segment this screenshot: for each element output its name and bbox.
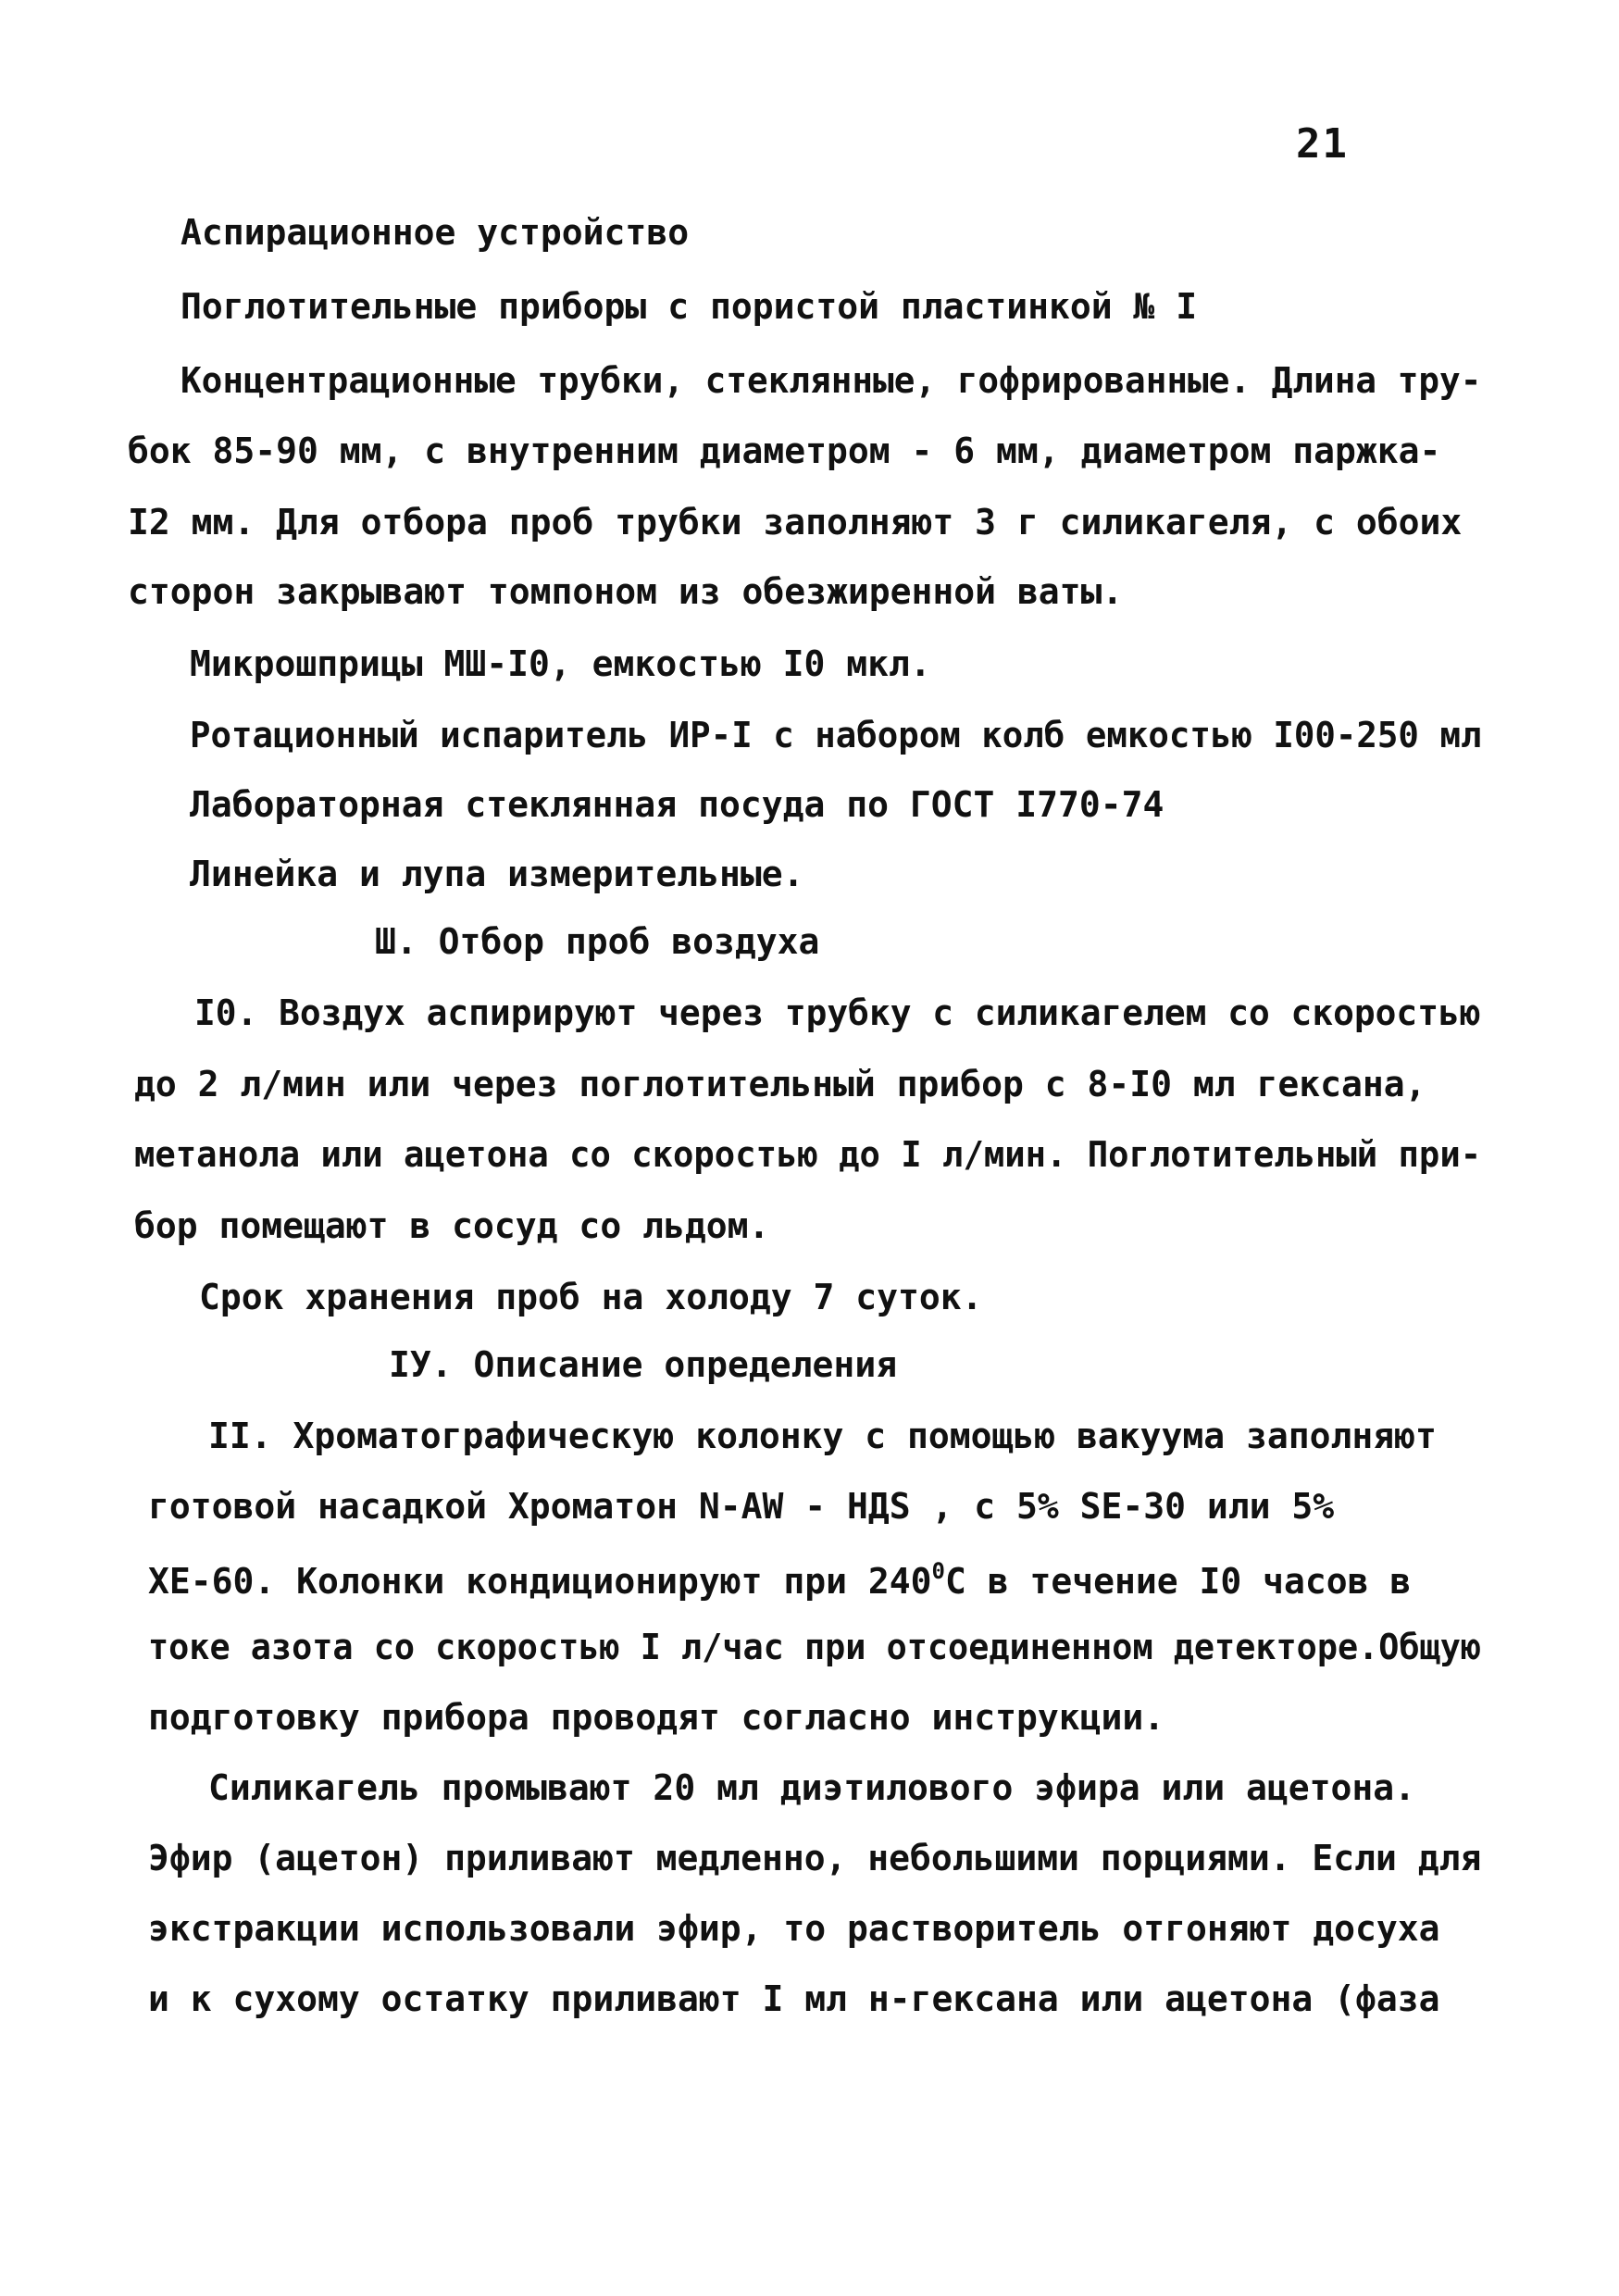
paragraph-10-line-4: бор помещают в сосуд со льдом. xyxy=(134,1205,770,1246)
equipment-syringes: Микрошприцы МШ-I0, емкостью I0 мкл. xyxy=(190,643,931,684)
equipment-tubes-line-4: сторон закрывают томпоном из обезжиренной ваты. xyxy=(128,571,1124,612)
paragraph-10-line-3: метанола или ацетона со скоростью до I л/мин. Поглотительный при- xyxy=(134,1134,1482,1175)
paragraph-10-line-2: до 2 л/мин или через поглотительный прибор с 8-I0 мл гексана, xyxy=(134,1064,1426,1104)
equipment-ruler: Линейка и лупа измерительные. xyxy=(190,854,804,894)
paragraph-12-line-4: и к сухому остатку приливают I мл н-гексана или ацетона (фаза xyxy=(148,1978,1440,2019)
paragraph-12-line-3: экстракции использовали эфир, то растворитель отгоняют досуха xyxy=(148,1908,1440,1949)
paragraph-11-line-3 xyxy=(148,1558,1412,1602)
equipment-evaporator: Ротационный испаритель ИР-I с набором колб емкостью I00-250 мл xyxy=(190,715,1482,755)
paragraph-11-line-4: токе азота со скоростью I л/час при отсоединенном детекторе.Общую xyxy=(148,1627,1482,1667)
storage-note: Срок хранения проб на холоду 7 суток. xyxy=(199,1277,983,1317)
paragraph-11-line-1: II. Хроматографическую колонку с помощью вакуума заполняют xyxy=(208,1416,1437,1456)
paragraph-11-line-3-text-b: С в течение I0 часов в xyxy=(944,1561,1412,1602)
paragraph-12-line-2: Эфир (ацетон) приливают медленно, небольшими порциями. Если для xyxy=(148,1838,1482,1878)
equipment-glassware: Лабораторная стеклянная посуда по ГОСТ I770-74 xyxy=(190,784,1164,825)
degree-superscript: 0 xyxy=(931,1558,945,1584)
paragraph-11-line-3-text-a: ХЕ-60. Колонки кондиционируют при 240 xyxy=(148,1561,932,1602)
paragraph-12-line-1: Силикагель промывают 20 мл диэтилового эфира или ацетона. xyxy=(208,1767,1416,1808)
section-4-heading: IУ. Описание определения xyxy=(389,1344,898,1385)
page-number: 21 xyxy=(1296,120,1349,168)
equipment-tubes-line-1: Концентрационные трубки, стеклянные, гофрированные. Длина тру- xyxy=(181,360,1482,401)
equipment-tubes-line-2: бок 85-90 мм, с внутренним диаметром - 6 мм, диаметром паржка- xyxy=(128,430,1441,471)
section-3-heading: Ш. Отбор проб воздуха xyxy=(375,921,820,962)
equipment-tubes-line-3: I2 мм. Для отбора проб трубки заполняют 3 г силикагеля, с обоих xyxy=(128,502,1463,543)
equipment-aspiration: Аспирационное устройство xyxy=(181,212,690,253)
paragraph-10-line-1: I0. Воздух аспирируют через трубку с силикагелем со скоростью xyxy=(194,992,1481,1033)
paragraph-11-line-5: подготовку прибора проводят согласно инструкции. xyxy=(148,1697,1165,1738)
equipment-absorbers: Поглотительные приборы с пористой пластинкой № I xyxy=(181,286,1198,327)
paragraph-11-line-2: готовой насадкой Хроматон N-AW - НДS , с 5% SE-30 или 5% xyxy=(148,1486,1335,1527)
